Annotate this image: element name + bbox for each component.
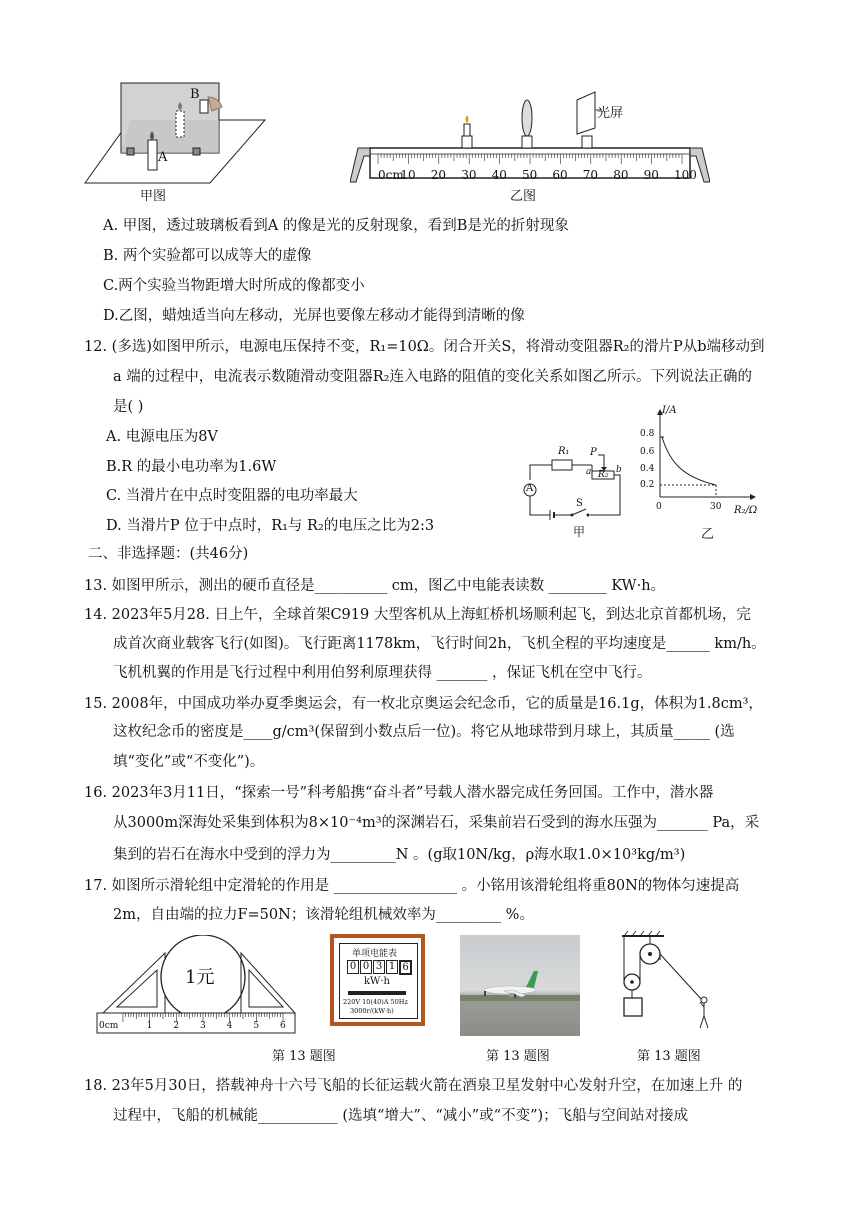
coin-ruler-label: 3	[200, 1021, 206, 1031]
meter-digit: 1	[386, 960, 398, 974]
meter-unit: kW·h	[364, 976, 390, 987]
q16-line-2: 从3000m深海处采集到体积为8×10⁻⁴m³的深渊岩石，采集前岩石受到的海水压强为_______ Pa，采	[113, 815, 760, 831]
p-label: P	[590, 447, 597, 458]
coin-ruler-label: 2	[173, 1021, 180, 1031]
ruler-tick-label: 50	[522, 168, 538, 182]
graph-ytick: 0.4	[640, 464, 655, 474]
q12-line-2: a 端的过程中，电流表示数随滑动变阻器R₂连入电路的阻值的变化关系如图乙所示。下列说法正确的	[113, 369, 752, 385]
meter-digit: 0	[360, 960, 372, 974]
q12-line-1: 12. (多选)如图甲所示，电源电压保持不变，R₁=10Ω。闭合开关S，将滑动变阻器R₂的滑片P从b端移动到	[84, 339, 765, 355]
coin-ruler-label: 5	[253, 1021, 260, 1031]
ruler-tick-label: 30	[461, 168, 477, 182]
q18-line-1: 18. 23年5月30日，搭载神舟十六号飞船的长征运载火箭在酒泉卫星发射中心发射升空，在加速上升 的	[84, 1078, 743, 1094]
label-a: A	[158, 150, 168, 165]
q15-line-3: 填“变化”或“不变化”)。	[113, 754, 265, 770]
r2-label: R₂	[598, 470, 609, 480]
jia-caption: 甲图	[140, 189, 167, 204]
q16-line-1: 16. 2023年3月11日，“探索一号”科考船携“奋斗者”号载人潜水器完成任务回国。工作中，潜水器	[84, 785, 714, 801]
current-resistance-graph	[638, 405, 768, 540]
b-end-label: b	[616, 465, 622, 475]
q17-line-1: 17. 如图所示滑轮组中定滑轮的作用是 _________________ 。小铭用该滑轮组将重80N的物体匀速提高	[84, 878, 740, 894]
screen-label: 光屏	[597, 106, 624, 121]
aircraft-icon	[460, 935, 580, 1036]
graph-xtick: 30	[710, 502, 722, 512]
switch-label: S	[576, 498, 583, 509]
coin-ruler-label: 0cm	[99, 1021, 119, 1031]
plane-mirror-diagram	[80, 75, 270, 195]
graph-xlabel: R₂/Ω	[734, 505, 758, 516]
q12-option-d: D. 当滑片P 位于中点时，R₁与 R₂的电压之比为2:3	[106, 518, 435, 534]
fig13-caption-3: 第 13 题图	[637, 1049, 701, 1064]
fig13-caption-1: 第 13 题图	[272, 1049, 336, 1064]
label-b: B	[190, 87, 200, 102]
q14-line-1: 14. 2023年5月28. 日上午，全球首架C919 大型客机从上海虹桥机场顺利起飞，到达北京首都机场，完	[84, 607, 751, 623]
energy-meter-figure	[330, 934, 425, 1026]
q12-option-c: C. 当滑片在中点时变阻器的电功率最大	[106, 488, 358, 504]
ruler-tick-label: 10	[400, 168, 416, 182]
figure-yi-optical-bench	[350, 90, 710, 190]
q17-line-2: 2m，自由端的拉力F=50N；该滑轮组机械效率为_________ %。	[113, 907, 534, 923]
meter-digit: 0	[347, 960, 359, 974]
q11-option-a: A. 甲图，透过玻璃板看到A 的像是光的反射现象，看到B是光的折射现象	[103, 218, 569, 234]
coin-ruler-label: 1	[146, 1021, 153, 1031]
ruler-tick-label: 70	[582, 168, 599, 182]
ruler-tick-labels	[370, 168, 697, 186]
ruler-tick-label: 60	[552, 168, 568, 182]
q13-text: 13. 如图甲所示，测出的硬币直径是__________ cm，图乙中电能表读数 ________ KW·h。	[84, 578, 666, 594]
pulley-system-figure	[612, 930, 712, 1035]
coin-label: 1元	[185, 967, 215, 988]
graph-ytick: 0.8	[640, 429, 655, 439]
ruler-tick-label: 100	[674, 168, 697, 182]
q16-line-3: 集到的岩石在海水中受到的浮力为_________N 。(g取10N/kg，ρ海水取1.0×10³kg/m³)	[113, 847, 686, 863]
q11-option-b: B. 两个实验都可以成等大的虚像	[103, 248, 312, 264]
ruler-tick-label: 20	[430, 168, 447, 182]
meter-title: 单项电能表	[352, 949, 398, 959]
ruler-tick-label: 0cm	[378, 168, 404, 182]
meter-digit: 3	[373, 960, 385, 974]
graph-caption: 乙	[701, 527, 715, 542]
graph-ytick: 0.6	[640, 447, 655, 457]
coin-ruler-label: 6	[280, 1021, 286, 1031]
q11-option-d: D.乙图，蜡烛适当向左移动，光屏也要像左移动才能得到清晰的像	[103, 308, 525, 324]
a-end-label: a	[586, 467, 592, 477]
ammeter-label: A	[526, 483, 534, 494]
q12-option-b: B.R 的最小电功率为1.6W	[106, 459, 277, 475]
r1-label: R₁	[558, 446, 570, 457]
circuit-diagram	[520, 445, 640, 540]
q11-option-c: C.两个实验当物距增大时所成的像都变小	[103, 278, 365, 294]
q12-option-a: A. 电源电压为8V	[106, 429, 218, 445]
section-2-heading: 二、非选择题：(共46分)	[88, 546, 249, 562]
figure-jia-plane-mirror	[80, 75, 270, 195]
q18-line-2: 过程中，飞船的机械能___________ (选填“增大”、“减小”或“不变”)；飞船与空间站对接成	[113, 1108, 689, 1124]
coin-ruler-label: 4	[226, 1021, 233, 1031]
graph-ytick: 0.2	[640, 480, 655, 490]
ruler-tick-label: 90	[643, 168, 659, 182]
coin-ruler-figure	[95, 935, 305, 1035]
meter-digits	[347, 960, 412, 975]
graph-ylabel: I/A	[662, 405, 677, 416]
circuit-caption: 甲	[573, 525, 586, 539]
coin-ruler-labels	[97, 1021, 295, 1033]
yi-caption: 乙图	[510, 189, 537, 204]
q15-line-2: 这枚纪念币的密度是____g/cm³(保留到小数点后一位)。将它从地球带到月球上，其质量_____ (选	[113, 724, 735, 740]
q12-line-3: 是( )	[113, 399, 144, 415]
q15-line-1: 15. 2008年，中国成功举办夏季奥运会，有一枚北京奥运会纪念币，它的质量是16.1g，体积为1.8cm³，	[84, 696, 763, 712]
ruler-tick-label: 40	[491, 168, 507, 182]
meter-dial-bar	[348, 991, 406, 995]
c919-aircraft-photo	[460, 935, 580, 1036]
q14-line-3: 飞机机翼的作用是飞行过程中利用伯努利原理获得 _______ ，保证飞机在空中飞行。	[113, 665, 652, 681]
q14-line-2: 成首次商业载客飞行(如图)。飞行距离1178km，飞行时间2h，飞机全程的平均速度是______ km/h。	[113, 636, 766, 652]
meter-spec-2: 3000r/(kW·h)	[350, 1007, 394, 1015]
graph-xtick: 0	[656, 502, 662, 512]
meter-spec-1: 220V 10(40)A 50Hz	[343, 998, 408, 1006]
ruler-tick-label: 80	[613, 168, 629, 182]
fig13-caption-2: 第 13 题图	[486, 1049, 550, 1064]
meter-digit: 6	[399, 960, 412, 975]
